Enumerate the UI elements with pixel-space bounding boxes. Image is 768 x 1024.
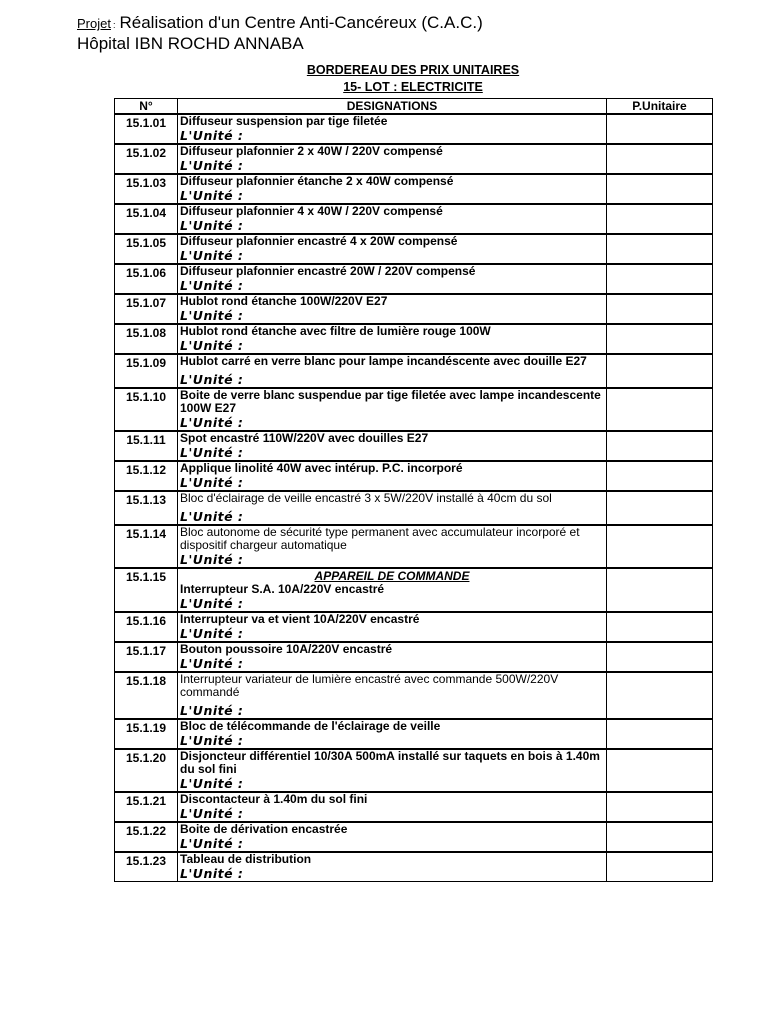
row-number: 15.1.06: [115, 264, 178, 294]
row-number: 15.1.02: [115, 144, 178, 174]
table-row: [115, 461, 713, 491]
section-heading: APPAREIL DE COMMANDE: [314, 569, 470, 583]
table-row: [115, 354, 713, 388]
item-description: Discontacteur à 1.40m du sol fini: [180, 792, 368, 806]
row-designation: [178, 672, 607, 719]
item-description: Diffuseur plafonnier 4 x 40W / 220V compensé: [180, 204, 443, 218]
unit-label: L'Unité :: [180, 338, 244, 353]
table-header-row: [115, 99, 713, 115]
row-number: 15.1.11: [115, 431, 178, 461]
row-designation: [178, 144, 607, 174]
item-description: Diffuseur plafonnier étanche 2 x 40W compensé: [180, 174, 454, 188]
unit-price-cell[interactable]: [607, 612, 713, 642]
row-number: 15.1.07: [115, 294, 178, 324]
table-row: [115, 719, 713, 749]
unit-price-cell[interactable]: [607, 491, 713, 525]
item-description: Hublot rond étanche avec filtre de lumière rouge 100W: [180, 324, 491, 338]
unit-price-cell[interactable]: [607, 114, 713, 144]
document-titles: [114, 63, 712, 97]
unit-price-cell[interactable]: [607, 461, 713, 491]
table-row: [115, 491, 713, 525]
row-designation: [178, 792, 607, 822]
row-designation: [178, 234, 607, 264]
unit-price-cell[interactable]: [607, 749, 713, 792]
row-designation: [178, 264, 607, 294]
item-description: Boite de verre blanc suspendue par tige filetée avec lampe incandescente 100W E27: [180, 388, 601, 415]
unit-price-cell[interactable]: [607, 642, 713, 672]
row-number: 15.1.09: [115, 354, 178, 388]
row-number: 15.1.20: [115, 749, 178, 792]
row-number: 15.1.12: [115, 461, 178, 491]
item-description: Spot encastré 110W/220V avec douilles E27: [180, 431, 429, 445]
item-description: Interrupteur S.A. 10A/220V encastré: [180, 582, 385, 596]
row-designation: [178, 461, 607, 491]
header-price: P.Unitaire: [607, 99, 713, 115]
row-designation: [178, 388, 607, 431]
unit-price-cell[interactable]: [607, 568, 713, 612]
unit-price-cell[interactable]: [607, 388, 713, 431]
document-header: [77, 14, 483, 52]
row-designation: [178, 204, 607, 234]
hospital-name: Hôpital IBN ROCHD ANNABA: [77, 34, 304, 53]
unit-label: L'Unité :: [180, 308, 244, 323]
item-description: Bloc d'éclairage de veille encastré 3 x 5W/220V installé à 40cm du sol: [180, 491, 552, 505]
table-row: [115, 822, 713, 852]
unit-label: L'Unité :: [180, 806, 244, 821]
unit-price-cell[interactable]: [607, 324, 713, 354]
row-designation: [178, 525, 607, 568]
row-designation: [178, 642, 607, 672]
item-description: Interrupteur va et vient 10A/220V encastré: [180, 612, 420, 626]
row-designation: [178, 749, 607, 792]
header-num: N°: [115, 99, 178, 115]
row-number: 15.1.05: [115, 234, 178, 264]
table-row: [115, 144, 713, 174]
item-description: Hublot carré en verre blanc pour lampe incandéscente avec douille E27: [180, 354, 587, 368]
row-number: 15.1.15: [115, 568, 178, 612]
table-body: [115, 114, 713, 882]
item-description: Diffuseur plafonnier encastré 4 x 20W compensé: [180, 234, 458, 248]
project-label: Projet: [77, 16, 111, 31]
row-number: 15.1.04: [115, 204, 178, 234]
unit-price-cell[interactable]: [607, 431, 713, 461]
row-designation: [178, 822, 607, 852]
item-description: Applique linolité 40W avec intérup. P.C. incorporé: [180, 461, 463, 475]
unit-label: L'Unité :: [180, 372, 244, 387]
unit-price-cell[interactable]: [607, 204, 713, 234]
row-designation: [178, 719, 607, 749]
row-number: 15.1.03: [115, 174, 178, 204]
table-row: [115, 852, 713, 882]
row-number: 15.1.01: [115, 114, 178, 144]
unit-label: L'Unité :: [180, 552, 244, 567]
row-designation: [178, 852, 607, 882]
unit-price-cell[interactable]: [607, 264, 713, 294]
unit-price-cell[interactable]: [607, 354, 713, 388]
table-row: [115, 525, 713, 568]
unit-label: L'Unité :: [180, 218, 244, 233]
table-row: [115, 114, 713, 144]
row-designation: [178, 294, 607, 324]
project-title: Réalisation d'un Centre Anti-Cancéreux (C.A.C.): [119, 13, 483, 32]
item-description: Hublot rond étanche 100W/220V E27: [180, 294, 388, 308]
item-description: Interrupteur variateur de lumière encastré avec commande 500W/220V commandé: [180, 672, 559, 699]
price-table: [114, 98, 713, 882]
row-designation: [178, 324, 607, 354]
item-description: Bloc de télécommande de l'éclairage de veille: [180, 719, 441, 733]
unit-label: L'Unité :: [180, 415, 244, 430]
item-description: Bloc autonome de sécurité type permanent avec accumulateur incorporé et dispositif chargeur automatique: [180, 525, 580, 552]
row-number: 15.1.21: [115, 792, 178, 822]
table-row: [115, 642, 713, 672]
row-designation: [178, 114, 607, 144]
unit-label: L'Unité :: [180, 475, 244, 490]
table-row: [115, 431, 713, 461]
table-row: [115, 264, 713, 294]
unit-label: L'Unité :: [180, 596, 244, 611]
project-line: [77, 14, 483, 35]
table-row: [115, 234, 713, 264]
row-designation: [178, 431, 607, 461]
item-description: Diffuseur plafonnier encastré 20W / 220V compensé: [180, 264, 476, 278]
row-number: 15.1.17: [115, 642, 178, 672]
unit-label: L'Unité :: [180, 509, 244, 524]
unit-price-cell[interactable]: [607, 174, 713, 204]
document-title: BORDEREAU DES PRIX UNITAIRES: [306, 63, 520, 77]
unit-label: L'Unité :: [180, 188, 244, 203]
header-designation: DESIGNATIONS: [178, 99, 607, 115]
table-row: [115, 324, 713, 354]
row-number: 15.1.19: [115, 719, 178, 749]
unit-price-cell[interactable]: [607, 672, 713, 719]
unit-price-cell[interactable]: [607, 822, 713, 852]
unit-price-cell[interactable]: [607, 852, 713, 882]
table-row: [115, 388, 713, 431]
row-designation: [178, 491, 607, 525]
table-row: [115, 792, 713, 822]
row-designation: [178, 568, 607, 612]
unit-label: L'Unité :: [180, 626, 244, 641]
row-number: 15.1.23: [115, 852, 178, 882]
unit-label: L'Unité :: [180, 128, 244, 143]
unit-label: L'Unité :: [180, 836, 244, 851]
table-row: [115, 294, 713, 324]
item-description: Diffuseur suspension par tige filetée: [180, 114, 388, 128]
row-number: 15.1.18: [115, 672, 178, 719]
lot-title: 15- LOT : ELECTRICITE: [343, 80, 483, 94]
row-number: 15.1.08: [115, 324, 178, 354]
item-description: Boite de dérivation encastrée: [180, 822, 348, 836]
unit-label: L'Unité :: [180, 248, 244, 263]
item-description: Bouton poussoire 10A/220V encastré: [180, 642, 393, 656]
table-row: [115, 612, 713, 642]
table-row: [115, 174, 713, 204]
row-designation: [178, 174, 607, 204]
unit-label: L'Unité :: [180, 776, 244, 791]
row-number: 15.1.16: [115, 612, 178, 642]
unit-label: L'Unité :: [180, 278, 244, 293]
item-description: Diffuseur plafonnier 2 x 40W / 220V compensé: [180, 144, 443, 158]
table-row: [115, 568, 713, 612]
item-description: Disjoncteur différentiel 10/30A 500mA installé sur taquets en bois à 1.40m du sol fini: [180, 749, 600, 776]
unit-price-cell[interactable]: [607, 525, 713, 568]
row-number: 15.1.14: [115, 525, 178, 568]
table-row: [115, 672, 713, 719]
unit-label: L'Unité :: [180, 703, 244, 718]
row-designation: [178, 354, 607, 388]
unit-price-cell[interactable]: [607, 792, 713, 822]
item-description: Tableau de distribution: [180, 852, 312, 866]
unit-price-cell[interactable]: [607, 294, 713, 324]
unit-label: L'Unité :: [180, 445, 244, 460]
row-number: 15.1.13: [115, 491, 178, 525]
unit-label: L'Unité :: [180, 866, 244, 881]
project-colon: :: [112, 20, 116, 30]
row-designation: [178, 612, 607, 642]
unit-price-cell[interactable]: [607, 144, 713, 174]
unit-label: L'Unité :: [180, 158, 244, 173]
table-row: [115, 749, 713, 792]
row-number: 15.1.10: [115, 388, 178, 431]
row-number: 15.1.22: [115, 822, 178, 852]
table-row: [115, 204, 713, 234]
unit-label: L'Unité :: [180, 733, 244, 748]
unit-price-cell[interactable]: [607, 234, 713, 264]
unit-label: L'Unité :: [180, 656, 244, 671]
unit-price-cell[interactable]: [607, 719, 713, 749]
